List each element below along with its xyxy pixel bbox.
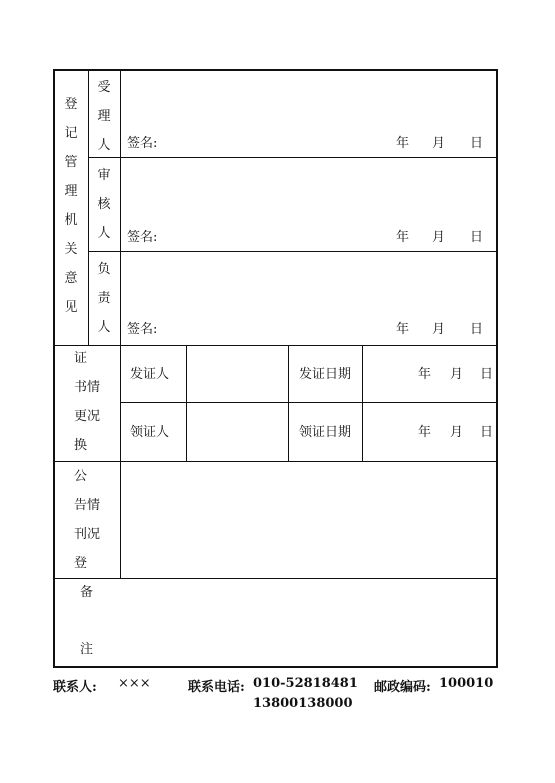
label-char: 换: [74, 438, 88, 453]
announcement-field[interactable]: [122, 463, 495, 576]
signature-label: 签名:: [127, 322, 158, 337]
label-char: 管: [64, 155, 78, 170]
date-day-label: 日: [470, 136, 484, 151]
label-char: 记: [64, 126, 78, 141]
label-char: 证: [74, 351, 88, 366]
divider: [53, 578, 498, 579]
divider: [120, 345, 121, 578]
issue-date-year: 年: [418, 367, 432, 382]
postcode-value: 100010: [439, 676, 494, 691]
role-char: 负: [97, 262, 111, 277]
remarks-field[interactable]: [122, 580, 495, 665]
issue-date-month: 月: [450, 367, 464, 382]
label-char: 更况: [74, 409, 101, 424]
date-year-label: 年: [396, 136, 410, 151]
contact-value: ×××: [118, 676, 151, 691]
date-year-label: 年: [396, 322, 410, 337]
receive-date-day: 日: [480, 425, 494, 440]
divider: [88, 157, 497, 158]
issue-date-label: 发证日期: [299, 367, 352, 382]
issue-person-field[interactable]: [188, 348, 286, 400]
role-char: 审: [97, 168, 111, 183]
date-year-label: 年: [396, 230, 410, 245]
phone-value-2: 13800138000: [253, 696, 353, 711]
label-char: 机: [64, 213, 78, 228]
label-char: 登: [64, 97, 78, 112]
label-char: 登: [74, 556, 88, 571]
divider: [88, 69, 89, 346]
role-char: 人: [97, 138, 111, 153]
role-char: 理: [97, 109, 111, 124]
signature-label: 签名:: [127, 136, 158, 151]
date-month-label: 月: [432, 136, 446, 151]
phone-value: 010-52818481: [253, 676, 358, 691]
label-char: 公: [74, 469, 88, 484]
divider: [120, 69, 121, 346]
signature-label: 签名:: [127, 230, 158, 245]
divider: [88, 251, 497, 252]
role-char: 人: [97, 320, 111, 335]
label-char: 注: [80, 642, 94, 657]
contact-label: 联系人:: [53, 680, 97, 695]
receive-date-year: 年: [418, 425, 432, 440]
divider: [186, 345, 187, 461]
receive-date-month: 月: [450, 425, 464, 440]
role-char: 核: [97, 197, 111, 212]
label-char: 刊况: [74, 527, 101, 542]
divider: [288, 345, 289, 461]
phone-label: 联系电话:: [188, 680, 245, 695]
label-char: 理: [64, 184, 78, 199]
label-char: 备: [80, 585, 94, 600]
receive-date-label: 领证日期: [299, 425, 352, 440]
label-char: 关: [64, 242, 78, 257]
date-day-label: 日: [470, 322, 484, 337]
date-day-label: 日: [470, 230, 484, 245]
label-char: 告情: [74, 498, 101, 513]
label-char: 见: [64, 300, 78, 315]
divider: [120, 402, 497, 403]
role-char: 责: [97, 291, 111, 306]
role-char: 受: [97, 80, 111, 95]
receive-person-field[interactable]: [188, 405, 286, 459]
postcode-label: 邮政编码:: [374, 680, 431, 695]
issue-date-day: 日: [480, 367, 494, 382]
date-month-label: 月: [432, 322, 446, 337]
date-month-label: 月: [432, 230, 446, 245]
issue-person-label: 发证人: [130, 367, 170, 382]
role-char: 人: [97, 226, 111, 241]
table-border-bottom: [53, 666, 498, 668]
receive-person-label: 领证人: [130, 425, 170, 440]
divider: [362, 345, 363, 461]
label-char: 书情: [74, 380, 101, 395]
label-char: 意: [64, 271, 78, 286]
